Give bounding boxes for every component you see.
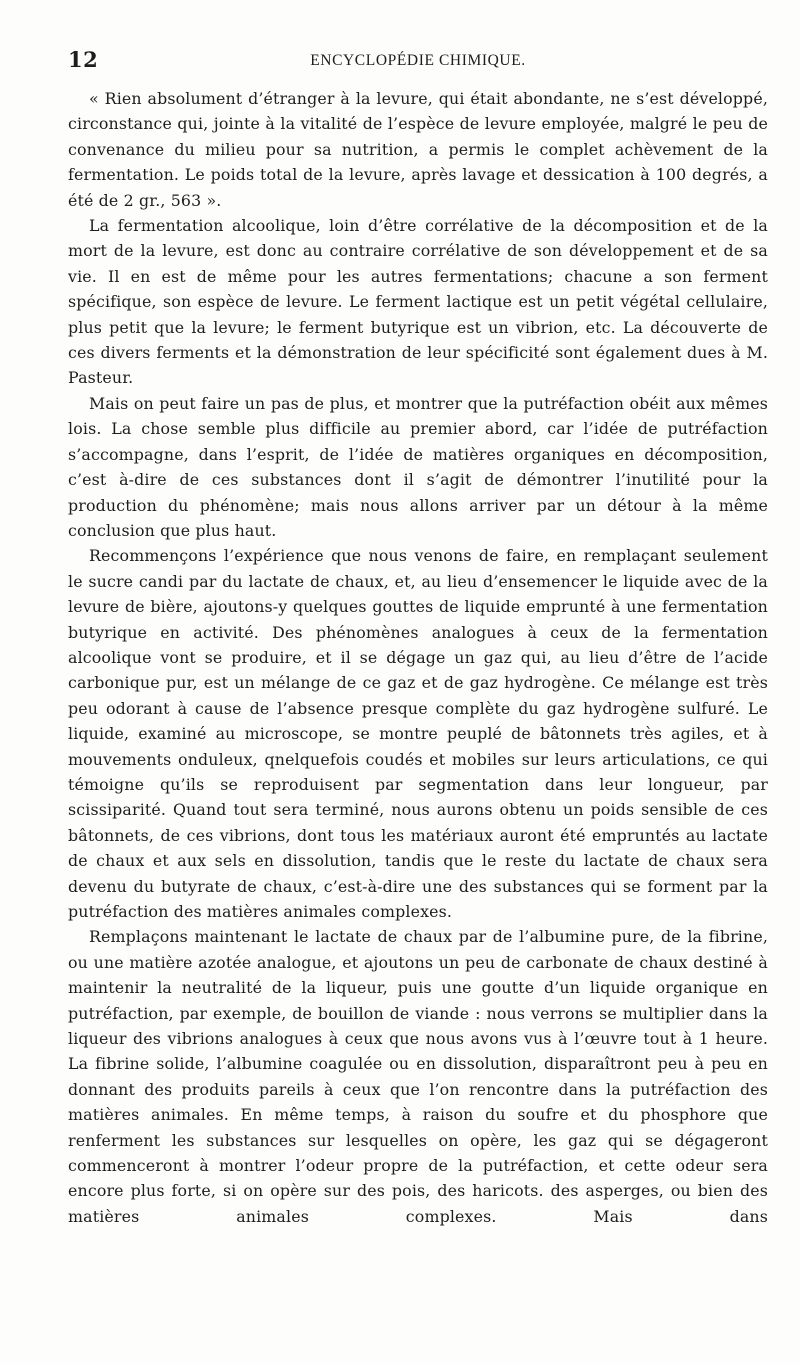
- paragraph-lactate-experiment: Recommençons l’expérience que nous venons de faire, en remplaçant seulement le sucre candi par du lactate de chaux, et, au lieu d’ensemencer le liquide avec de la levure de bière, ajoutons-y quelques gouttes de liquide emprunté à une fermentation butyrique en activité. Des phénomènes analogues à ceux de la fermentation alcoolique vont se produire, et il se dégage un gaz qui, au lieu d’être de l’acide carbonique pur, est un mélange de ce gaz et de gaz hydrogène. Ce mélange est très peu odorant à cause de l’absence presque complète du gaz hydrogène sulfuré. Le liquide, examiné au microscope, se montre peuplé de bâtonnets très agiles, et à mouvements onduleux, qnelquefois coudés et mobiles sur leurs articulations, ce qui témoigne qu’ils se reproduisent par segmentation dans leur longueur, par scissiparité. Quand tout sera terminé, nous aurons obtenu un poids sensible de ces bâtonnets, de ces vibrions, dont tous les matériaux auront été empruntés au lactate de chaux et aux sels en dissolution, tandis que le reste du lactate de chaux sera devenu du butyrate de chaux, c’est-à-dire une des substances qui se forment par la putréfaction des matières animales complexes.: [68, 546, 768, 921]
- paragraph-alcoholic-fermentation: La fermentation alcoolique, loin d’être corrélative de la décomposition et de la mort de la levure, est donc au contraire corrélative de son développement et de sa vie. Il en est de même pour les autres fermentations; chacune a son ferment spécifique, son espèce de levure. Le ferment lactique est un petit végétal cellulaire, plus petit que la levure; le ferment butyrique est un vibrion, etc. La découverte de ces divers ferments et la démonstration de leur spécificité sont également dues à M. Pasteur.: [68, 216, 768, 388]
- running-head: [68, 46, 768, 76]
- page-number: 12: [68, 47, 99, 72]
- body-text: [68, 86, 768, 1229]
- paragraph-quote: « Rien absolument d’étranger à la levure, qui était abondante, ne s’est développé, circonstance qui, jointe à la vitalité de l’espèce de levure employée, malgré le peu de convenance du milieu pour sa nutrition, a permis le complet achèvement de la fermentation. Le poids total de la levure, après lavage et dessication à 100 degrés, a été de 2 gr., 563 ».: [68, 89, 768, 210]
- running-title: ENCYCLOPÉDIE CHIMIQUE.: [310, 52, 526, 69]
- paragraph-putrefaction: Mais on peut faire un pas de plus, et montrer que la putréfaction obéit aux mêmes lois. La chose semble plus difficile au premier abord, car l’idée de putréfaction s’accompagne, dans l’esprit, de l’idée de matières organiques en décomposition, c’est à-dire de ces substances dont il s’agit de démontrer l’inutilité pour la production du phénomène; mais nous allons arriver par un détour à la même conclusion que plus haut.: [68, 393, 768, 540]
- paragraph-albumine-experiment: Remplaçons maintenant le lactate de chaux par de l’albumine pure, de la fibrine, ou une matière azotée analogue, et ajoutons un peu de carbonate de chaux destiné à maintenir la neutralité de la liqueur, puis une goutte d’un liquide organique en putréfaction, par exemple, de bouillon de viande : nous verrons se multiplier dans la liqueur des vibrions analogues à ceux que nous avons vus à l’œuvre tout à 1 heure. La fibrine solide, l’albumine coagulée ou en dissolution, disparaîtront peu à peu en donnant des produits pareils à ceux que l’on rencontre dans la putréfaction des matières animales. En même temps, à raison du soufre et du phosphore que renferment les substances sur lesquelles on opère, les gaz qui se dégageront commenceront à montrer l’odeur propre de la putréfaction, et cette odeur sera encore plus forte, si on opère sur des pois, des haricots. des asperges, ou bien des matières animales complexes. Mais dans: [68, 927, 768, 1226]
